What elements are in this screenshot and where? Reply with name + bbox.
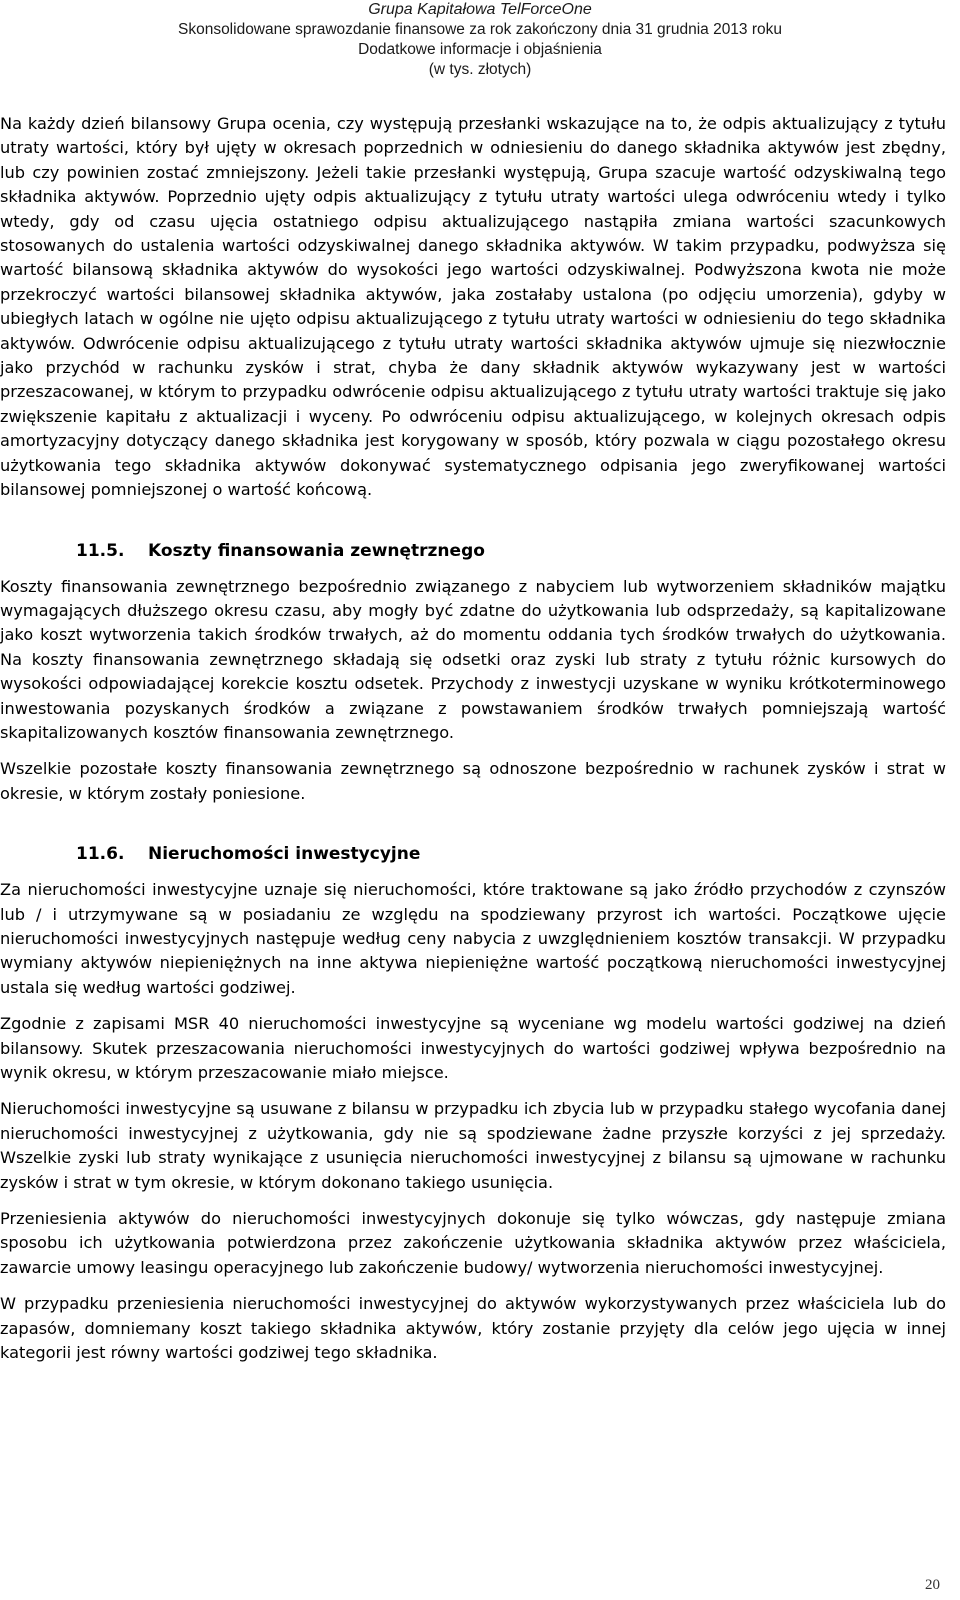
section-11-6-paragraph-4: Przeniesienia aktywów do nieruchomości inwestycyjnych dokonuje się tylko wówczas, gdy następuje zmiana sposobu ich użytkowania potwierdzona przez zakończenie użytkowania składnika aktywów przez właściciela, zawarcie umowy leasingu operacyjnego lub zakończenie budowy/ wytworzenia nieruchomości inwestycyjnej. [0,1209,946,1277]
header-units: (w tys. złotych) [428,61,532,78]
header-section-title: Dodatkowe informacje i objaśnienia [358,41,602,58]
page-number: 20 [925,1577,940,1593]
section-number: 11.6. [76,844,125,865]
header-report-title: Skonsolidowane sprawozdanie finansowe za rok zakończony dnia 31 grudnia 2013 roku [177,21,783,38]
section-number: 11.5. [76,540,125,561]
section-title: Koszty finansowania zewnętrznego [148,540,485,561]
section-11-5-paragraph-2: Wszelkie pozostałe koszty finansowania zewnętrznego są odnoszone bezpośrednio w rachunek zysków i strat w okresie, w którym zostały poniesione. [0,759,946,803]
intro-paragraph: Na każdy dzień bilansowy Grupa ocenia, czy występują przesłanki wskazujące na to, że odpis aktualizujący z tytułu utraty wartości, który był ujęty w okresach poprzednich w odniesieniu do danego składnika aktywów jest zbędny, lub czy powinien zostać zmniejszony. Jeżeli takie przesłanki występują, Grupa szacuje wartość odzyskiwalną tego składnika aktywów. Poprzednio ujęty odpis aktualizujący z tytułu utraty wartości ulega odwróceniu wtedy i tylko wtedy, gdy od czasu ujęcia ostatniego odpisu aktualizującego nastąpiła zmiana wartości szacunkowych stosowanych do ustalenia wartości odzyskiwalnej danego składnika aktywów. W takim przypadku, podwyższa się wartość bilansową składnika aktywów do wysokości jego wartości odzyskiwalnej. Podwyższona kwota nie może przekroczyć wartości bilansowej składnika aktywów, jaka zostałaby ustalona (po odjęciu umorzenia), gdyby w ubiegłych latach w ogólne nie ujęto odpisu aktualizującego z tytułu utraty wartości w odniesieniu do tego składnika aktywów. Odwrócenie odpisu aktualizującego z tytułu utraty wartości składnika aktywów ujmuje się niezwłocznie jako przychód w rachunku zysków i strat, chyba że dany składnik aktywów wykazywany jest w wartości przeszacowanej, w którym to przypadku odwrócenie odpisu aktualizującego z tytułu utraty wartości traktuje się jako zwiększenie kapitału z aktualizacji i wyceny. Po odwróceniu odpisu aktualizującego, w kolejnych okresach odpis amortyzacyjny dotyczący danego składnika jest korygowany w sposób, który pozwala w ciągu pozostałego okresu użytkowania tego składnika aktywów dokonywać systematycznego odpisania jego zweryfikowanej wartości bilansowej pomniejszonej o wartość końcową. [0,114,946,500]
section-11-6-paragraph-3: Nieruchomości inwestycyjne są usuwane z bilansu w przypadku ich zbycia lub w przypadku stałego wycofania danej nieruchomości inwestycyjnej z użytkowania, gdy nie są spodziewane żadne przyszłe korzyści z jej sprzedaży. Wszelkie zyski lub straty wynikające z usunięcia nieruchomości inwestycyjnej z bilansu są ujmowane w rachunku zysków i strat w tym okresie, w którym dokonano takiego usunięcia. [0,1099,946,1192]
section-heading-11-6 [0,842,946,866]
page-header [0,0,960,80]
section-11-6-paragraph-2: Zgodnie z zapisami MSR 40 nieruchomości inwestycyjne są wyceniane wg modelu wartości godziwej na dzień bilansowy. Skutek przeszacowania nieruchomości inwestycyjnych do wartości godziwej wpływa bezpośrednio na wynik okresu, w którym przeszacowanie miało miejsce. [0,1014,946,1082]
section-11-5-paragraph-1: Koszty finansowania zewnętrznego bezpośrednio związanego z nabyciem lub wytworzeniem składników majątku wymagających dłuższego okresu czasu, aby mogły być zdatne do użytkowania lub odsprzedaży, są kapitalizowane jako koszt wytworzenia takich środków trwałych, aż do momentu oddania tych środków trwałych do użytkowania. Na koszty finansowania zewnętrznego składają się odsetki oraz zyski lub straty z tytułu różnic kursowych do wysokości odpowiadającej korekcie kosztu odsetek. Przychody z inwestycji uzyskane w wyniku krótkoterminowego inwestowania pozyskanych środków a związane z powstawaniem środków trwałych pomniejszają wartość skapitalizowanych kosztów finansowania zewnętrznego. [0,576,946,742]
section-11-6-paragraph-5: W przypadku przeniesienia nieruchomości inwestycyjnej do aktywów wykorzystywanych przez właściciela lub do zapasów, domniemany koszt takiego składnika aktywów, który zostanie przyjęty dla celów jego ujęcia w innej kategorii jest równy wartości godziwej tego składnika. [0,1294,946,1363]
section-heading-11-5 [0,539,946,563]
document-body [0,112,946,1365]
section-11-6-paragraph-1: Za nieruchomości inwestycyjne uznaje się nieruchomości, które traktowane są jako źródło przychodów z czynszów lub / i utrzymywane są w posiadaniu ze względu na spodziewany przyrost ich wartości. Początkowe ujęcie nieruchomości inwestycyjnych następuje według ceny nabycia z uwzględnieniem kosztów transakcji. W przypadku wymiany aktywów niepieniężnych na inne aktywa niepieniężne wartość początkową nieruchomości inwestycyjnej ustala się według wartości godziwej. [0,880,946,997]
header-company-name: Grupa Kapitałowa TelForceOne [368,1,592,18]
section-title: Nieruchomości inwestycyjne [148,844,421,865]
